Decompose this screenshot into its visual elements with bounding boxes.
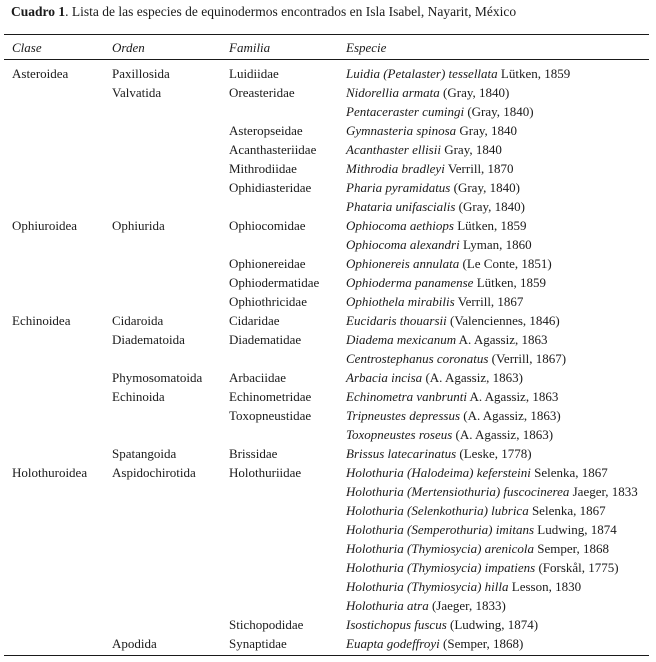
cell-familia: Diadematidae (229, 332, 302, 347)
species-name: Nidorellia armata (346, 85, 440, 100)
cell-orden: Echinoida (112, 389, 165, 404)
species-name: Holothuria (Selenkothuria) lubrica (346, 503, 529, 518)
species-authority: Selenka, 1867 (530, 465, 608, 480)
table-row (0, 406, 656, 425)
table-row (0, 482, 656, 501)
cell-familia: Cidaridae (229, 313, 280, 328)
cell-familia: Brissidae (229, 446, 278, 461)
table-row (0, 349, 656, 368)
species-name: Eucidaris thouarsii (346, 313, 447, 328)
cell-especie (346, 558, 619, 577)
cell-especie (346, 425, 553, 444)
cell-familia: Mithrodiidae (229, 161, 297, 176)
header-familia: Familia (229, 40, 271, 55)
table-row (0, 634, 656, 653)
cell-orden: Diadematoida (112, 332, 185, 347)
table-row (0, 444, 656, 463)
table-row (0, 520, 656, 539)
cell-familia: Luidiidae (229, 66, 279, 81)
species-authority: Lütken, 1859 (453, 218, 527, 233)
species-name: Ophiocoma aethiops (346, 218, 454, 233)
cell-especie (346, 197, 525, 216)
species-name: Euapta godeffroyi (346, 636, 440, 651)
cell-especie (346, 406, 561, 425)
species-authority: Lyman, 1860 (459, 237, 532, 252)
table-row (0, 83, 656, 102)
cell-especie (346, 596, 506, 615)
species-name: Tripneustes depressus (346, 408, 460, 423)
species-authority: (Gray, 1840) (464, 104, 534, 119)
species-authority: (Gray, 1840) (455, 199, 525, 214)
cell-especie (346, 311, 560, 330)
cell-especie (346, 102, 534, 121)
caption-label: Cuadro 1 (11, 4, 66, 19)
cell-familia: Ophionereidae (229, 256, 306, 271)
header-clase: Clase (12, 40, 42, 55)
table-row (0, 311, 656, 330)
cell-orden: Paxillosida (112, 66, 170, 81)
species-authority: Lütken, 1859 (497, 66, 571, 81)
species-authority: (Verrill, 1867) (488, 351, 567, 366)
table-row (0, 292, 656, 311)
species-name: Gymnasteria spinosa (346, 123, 457, 138)
cell-clase: Holothuroidea (12, 465, 88, 480)
cell-especie (346, 387, 558, 406)
cell-especie (346, 235, 532, 254)
species-name: Holothuria (Halodeima) kefersteini (346, 465, 531, 480)
table-row (0, 615, 656, 634)
bottom-rule (4, 655, 649, 656)
cell-clase: Ophiuroidea (12, 218, 77, 233)
table-row (0, 425, 656, 444)
species-name: Echinometra vanbrunti (346, 389, 467, 404)
species-authority: (Forskål, 1775) (535, 560, 619, 575)
cell-orden: Valvatida (112, 85, 162, 100)
cell-especie (346, 577, 581, 596)
cell-familia: Ophidiasteridae (229, 180, 312, 195)
cell-especie (346, 292, 523, 311)
cell-especie (346, 368, 523, 387)
cell-familia: Holothuriidae (229, 465, 302, 480)
cell-familia: Toxopneustidae (229, 408, 312, 423)
cell-familia: Oreasteridae (229, 85, 295, 100)
species-authority: Lütken, 1859 (473, 275, 547, 290)
cell-especie (346, 539, 609, 558)
species-authority: (Valenciennes, 1846) (446, 313, 560, 328)
cell-familia: Arbaciidae (229, 370, 287, 385)
table-row (0, 102, 656, 121)
table-row (0, 197, 656, 216)
cell-especie (346, 159, 514, 178)
table-row (0, 330, 656, 349)
caption-text: . Lista de las especies de equinodermos encontrados en Isla Isabel, Nayarit, México (65, 4, 517, 19)
cell-especie (346, 615, 538, 634)
species-authority: Ludwing, 1874 (534, 522, 617, 537)
species-name: Phataria unifascialis (346, 199, 456, 214)
species-name: Arbacia incisa (346, 370, 423, 385)
cell-familia: Asteropseidae (229, 123, 303, 138)
species-name: Brissus latecarinatus (346, 446, 457, 461)
species-authority: (Jaeger, 1833) (428, 598, 506, 613)
table-row (0, 254, 656, 273)
top-rule (4, 34, 649, 35)
table-row (0, 159, 656, 178)
species-authority: Gray, 1840 (440, 142, 502, 157)
table-row (0, 577, 656, 596)
species-authority: (A. Agassiz, 1863) (452, 427, 554, 442)
cell-orden: Ophiurida (112, 218, 165, 233)
species-authority: (Gray, 1840) (450, 180, 520, 195)
species-authority: (A. Agassiz, 1863) (460, 408, 561, 423)
species-name: Holothuria (Semperothuria) imitans (346, 522, 535, 537)
cell-especie (346, 520, 617, 539)
species-name: Holothuria atra (346, 598, 429, 613)
cell-orden: Aspidochirotida (112, 465, 196, 480)
species-authority: A. Agassiz, 1863 (466, 389, 559, 404)
species-name: Toxopneustes roseus (346, 427, 453, 442)
header-orden: Orden (112, 40, 145, 55)
species-authority: Verrill, 1867 (454, 294, 524, 309)
table-row (0, 178, 656, 197)
table-row (0, 387, 656, 406)
species-authority: Verrill, 1870 (444, 161, 514, 176)
table-row (0, 501, 656, 520)
cell-especie (346, 216, 527, 235)
cell-orden: Apodida (112, 636, 157, 651)
cell-especie (346, 330, 547, 349)
header-especie: Especie (346, 40, 387, 55)
species-authority: A. Agassiz, 1863 (456, 332, 548, 347)
cell-familia: Echinometridae (229, 389, 312, 404)
cell-especie (346, 140, 502, 159)
cell-orden: Phymosomatoida (112, 370, 203, 385)
cell-orden: Cidaroida (112, 313, 164, 328)
species-authority: Gray, 1840 (456, 123, 518, 138)
cell-familia: Stichopodidae (229, 617, 304, 632)
species-authority: (Leske, 1778) (456, 446, 532, 461)
species-authority: (A. Agassiz, 1863) (422, 370, 523, 385)
cell-especie (346, 482, 638, 501)
species-authority: (Semper, 1868) (439, 636, 524, 651)
table-row (0, 216, 656, 235)
table-row (0, 558, 656, 577)
species-name: Mithrodia bradleyi (346, 161, 445, 176)
species-authority: Jaeger, 1833 (569, 484, 638, 499)
species-name: Holothuria (Thymiosycia) arenicola (346, 541, 534, 556)
cell-especie (346, 178, 520, 197)
cell-especie (346, 273, 546, 292)
cell-especie (346, 121, 517, 140)
species-name: Acanthaster ellisii (346, 142, 441, 157)
species-authority: Semper, 1868 (534, 541, 609, 556)
species-name: Isostichopus fuscus (346, 617, 447, 632)
species-name: Pentaceraster cumingi (346, 104, 465, 119)
species-name: Diadema mexicanum (346, 332, 457, 347)
cell-especie (346, 349, 566, 368)
species-name: Holothuria (Thymiosycia) impatiens (346, 560, 536, 575)
cell-familia: Ophiodermatidae (229, 275, 320, 290)
table-row (0, 273, 656, 292)
table-caption (11, 4, 516, 20)
cell-especie (346, 463, 608, 482)
species-name: Ophiocoma alexandri (346, 237, 460, 252)
cell-familia: Synaptidae (229, 636, 287, 651)
cell-orden: Spatangoida (112, 446, 177, 461)
table-row (0, 368, 656, 387)
species-authority: Lesson, 1830 (508, 579, 582, 594)
species-name: Ophioderma panamense (346, 275, 474, 290)
species-name: Centrostephanus coronatus (346, 351, 489, 366)
species-name: Pharia pyramidatus (346, 180, 451, 195)
cell-familia: Ophiothricidae (229, 294, 307, 309)
table-row (0, 140, 656, 159)
species-authority: (Le Conte, 1851) (459, 256, 552, 271)
cell-clase: Asteroidea (12, 66, 69, 81)
table-row (0, 596, 656, 615)
species-name: Holothuria (Mertensiothuria) fuscocinerea (346, 484, 570, 499)
table-row (0, 539, 656, 558)
species-name: Luidia (Petalaster) tessellata (346, 66, 498, 81)
cell-familia: Ophiocomidae (229, 218, 306, 233)
cell-especie (346, 501, 606, 520)
cell-especie (346, 444, 532, 463)
table-row (0, 121, 656, 140)
cell-especie (346, 634, 523, 653)
species-authority: (Ludwing, 1874) (446, 617, 539, 632)
cell-especie (346, 83, 509, 102)
header-rule (4, 59, 649, 60)
table-row (0, 463, 656, 482)
cell-especie (346, 64, 570, 83)
cell-especie (346, 254, 552, 273)
cell-familia: Acanthasteriidae (229, 142, 317, 157)
species-authority: Selenka, 1867 (528, 503, 606, 518)
table-row (0, 64, 656, 83)
species-name: Ophionereis annulata (346, 256, 460, 271)
species-name: Holothuria (Thymiosycia) hilla (346, 579, 509, 594)
table-row (0, 235, 656, 254)
species-name: Ophiothela mirabilis (346, 294, 455, 309)
species-authority: (Gray, 1840) (439, 85, 510, 100)
cell-clase: Echinoidea (12, 313, 71, 328)
